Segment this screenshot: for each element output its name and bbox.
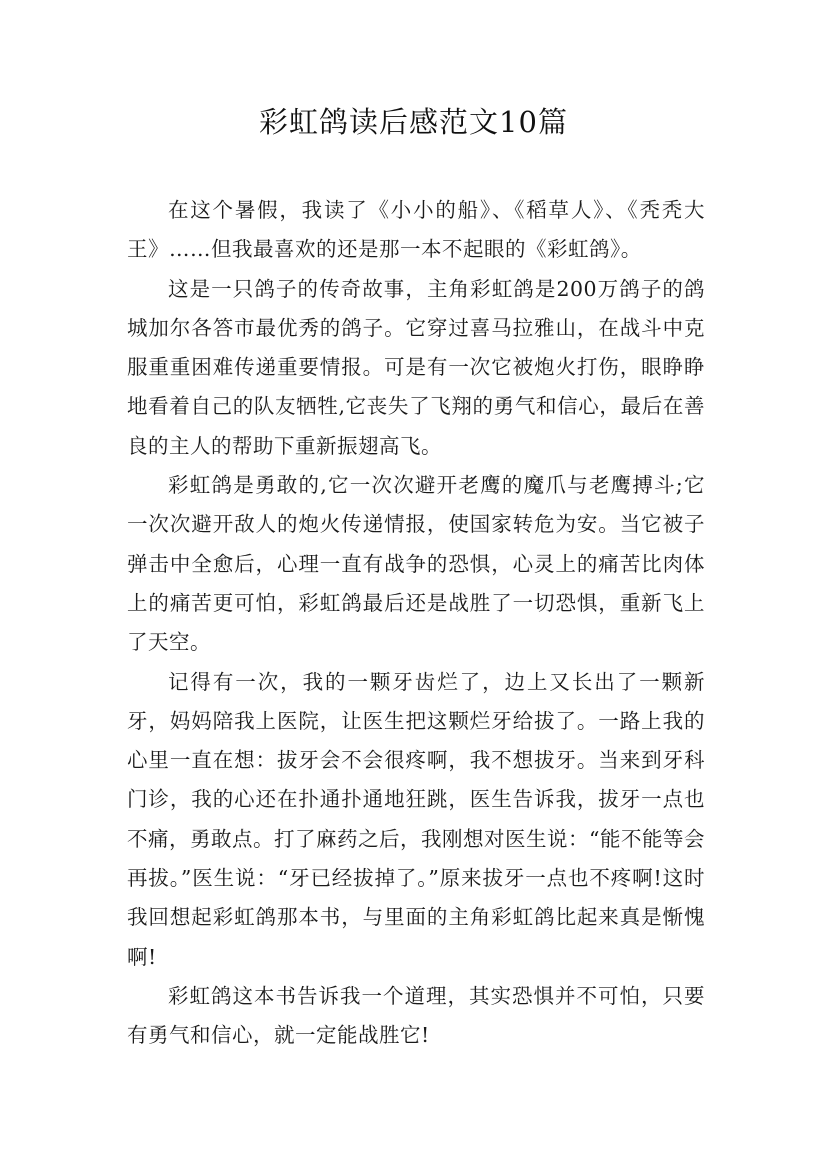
document-body xyxy=(127,191,705,1056)
paragraph: 彩虹鸽这本书告诉我一个道理，其实恐惧并不可怕，只要有勇气和信心，就一定能战胜它! xyxy=(127,983,705,1048)
paragraph: 彩虹鸽是勇敢的,它一次次避开老鹰的魔爪与老鹰搏斗;它一次次避开敌人的炮火传递情报，使国家转危为安。当它被子弹击中全愈后，心理一直有战争的恐惧，心灵上的痛苦比肉体上的痛苦更可怕，彩虹鸽最后还是战胜了一切恐惧，重新飞上了天空。 xyxy=(127,473,705,655)
paragraph: 在这个暑假，我读了《小小的船》、《稻草人》、《秃秃大王》……但我最喜欢的还是那一本不起眼的《彩虹鸽》。 xyxy=(127,198,705,262)
document-title: 彩虹鸽读后感范文10篇 xyxy=(259,105,568,139)
paragraph: 记得有一次，我的一颗牙齿烂了，边上又长出了一颗新牙，妈妈陪我上医院，让医生把这颗烂牙给拔了。一路上我的心里一直在想：拔牙会不会很疼啊，我不想拔牙。当来到牙科门诊，我的心还在扑通扑通地狂跳，医生告诉我，拔牙一点也不痛，勇敢点。打了麻药之后，我刚想对医生说：“能不能等会再拔。”医生说：“牙已经拔掉了。”原来拔牙一点也不疼啊!这时我回想起彩虹鸽那本书，与里面的主角彩虹鸽比起来真是惭愧啊! xyxy=(127,669,705,969)
paragraph: 这是一只鸽子的传奇故事，主角彩虹鸽是200万鸽子的鸽城加尔各答市最优秀的鸽子。它穿过喜马拉雅山，在战斗中克服重重困难传递重要情报。可是有一次它被炮火打伤，眼睁睁地看着自己的队友牺牲,它丧失了飞翔的勇气和信心，最后在善良的主人的帮助下重新振翅高飞。 xyxy=(127,276,705,458)
